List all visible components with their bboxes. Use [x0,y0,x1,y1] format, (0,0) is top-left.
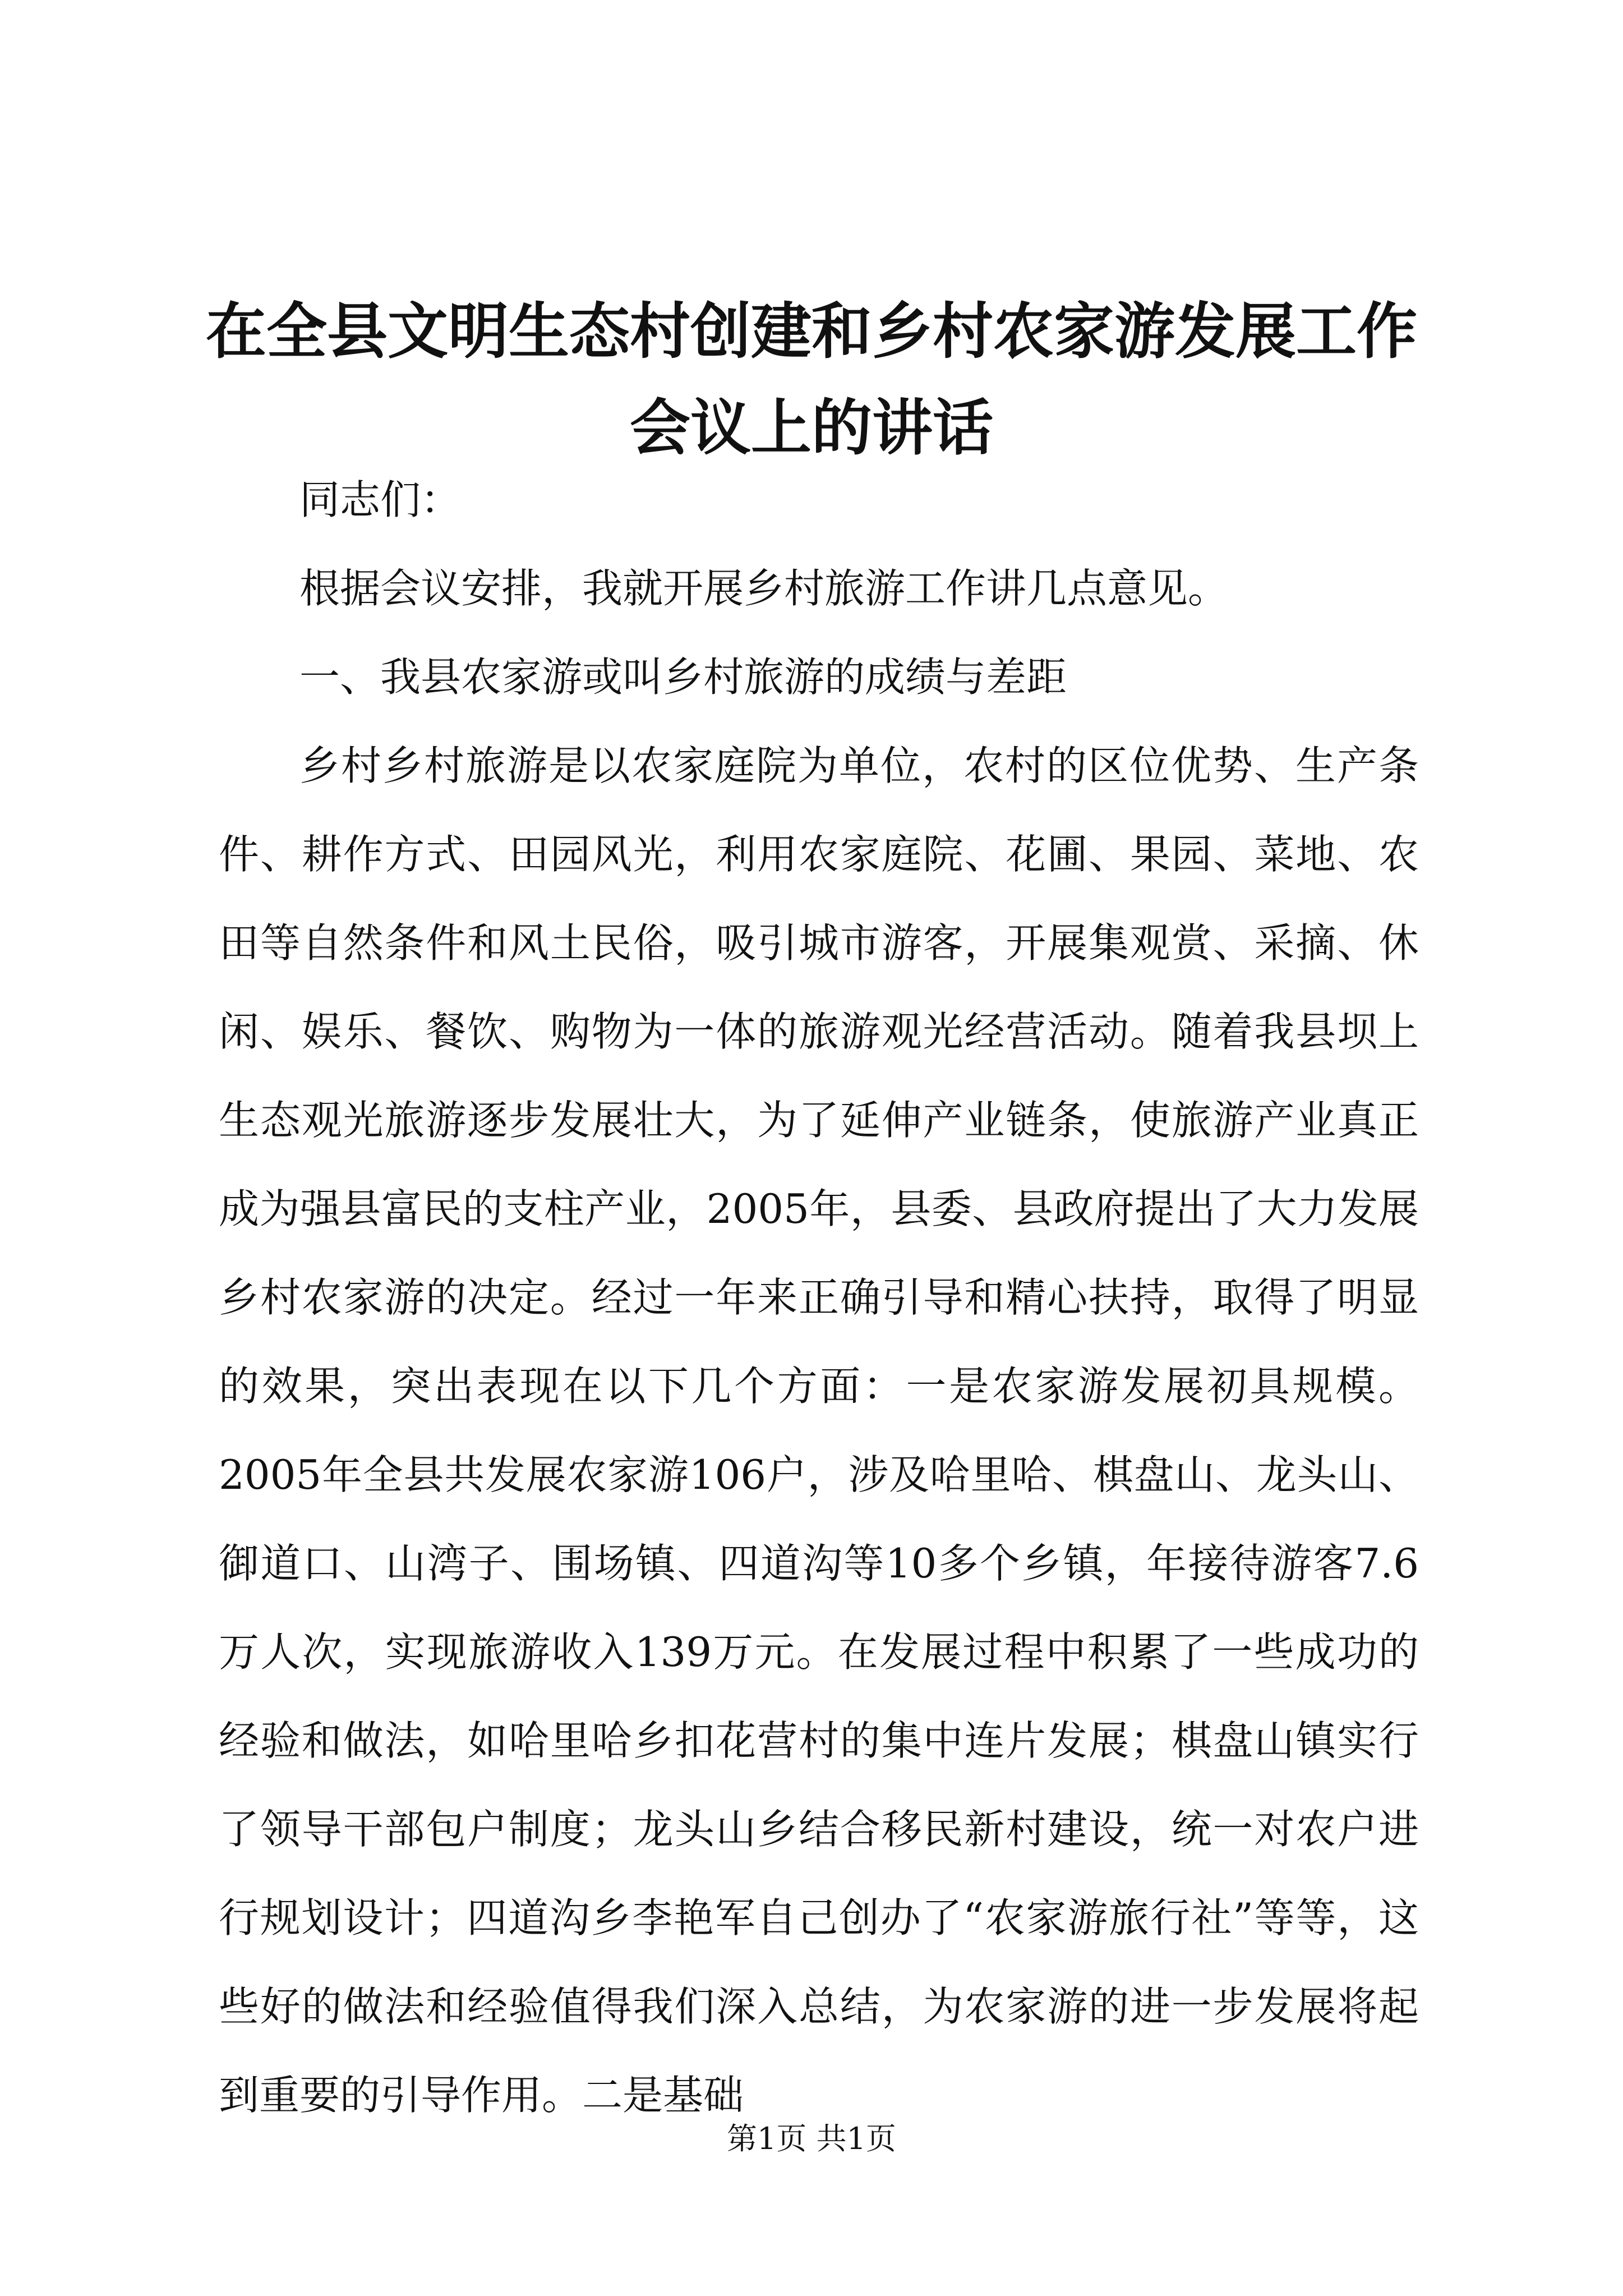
document-title [191,283,1432,476]
section-heading: 一、我县农家游或叫乡村旅游的成绩与差距 [299,654,1067,701]
document-body [219,455,1419,2139]
page-footer [0,2119,1623,2159]
paragraph-body: 乡村乡村旅游是以农家庭院为单位，农村的区位优势、生产条件、耕作方式、田园风光，利用农家庭院、花圃、果园、菜地、农田等自然条件和风土民俗，吸引城市游客，开展集观赏、采摘、休闲、娱乐、餐饮、购物为一体的旅游观光经营活动。随着我县坝上生态观光旅游逐步发展壮大，为了延伸产业链条，使旅游产业真正成为强县富民的支柱产业，2005年，县委、县政府提出了大力发展乡村农家游的决定。经过一年来正确引导和精心扶持，取得了明显的效果，突出表现在以下几个方面：一是农家游发展初具规模。2005年全县共发展农家游106户，涉及哈里哈、棋盘山、龙头山、御道口、山湾子、围场镇、四道沟等10多个乡镇，年接待游客7.6万人次，实现旅游收入139万元。在发展过程中积累了一些成功的经验和做法，如哈里哈乡扣花营村的集中连片发展；棋盘山镇实行了领导干部包户制度；龙头山乡结合移民新村建设，统一对农户进行规划设计；四道沟乡李艳军自己创办了“农家游旅行社”等等，这些好的做法和经验值得我们深入总结，为农家游的进一步发展将起到重要的引导作用。二是基础 [219,742,1419,2119]
page-number: 第1页 共1页 [727,2121,896,2156]
title-line-1: 在全县文明生态村创建和乡村农家游发展工作 [205,296,1417,367]
title-line-2: 会议上的讲话 [629,393,993,463]
paragraph-intro: 根据会议安排，我就开展乡村旅游工作讲几点意见。 [299,565,1229,612]
salutation: 同志们： [299,476,462,523]
